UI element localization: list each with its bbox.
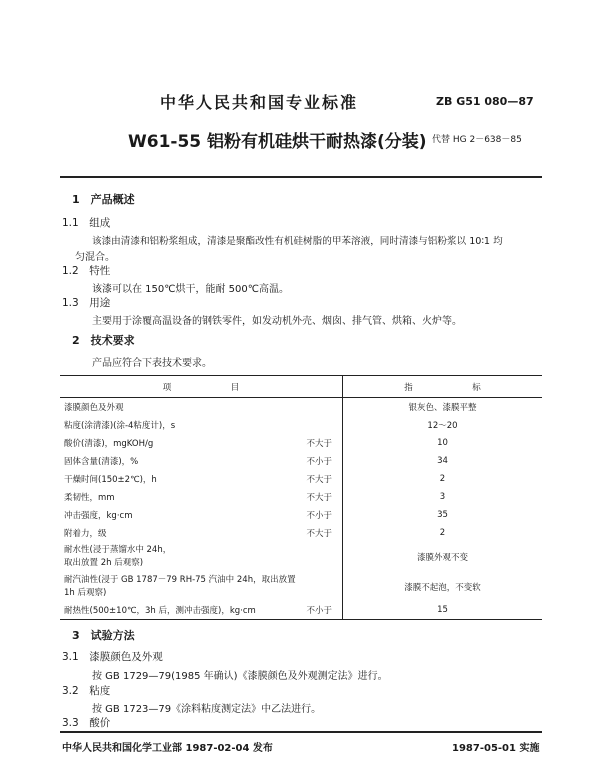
row-value: 漆膜外观不变 [343,542,543,572]
table-row [60,452,542,470]
row-qualifier: 不小于 [306,510,332,521]
technical-requirements-table [60,375,542,620]
row-qualifier: 不大于 [306,438,332,449]
section-3-1-heading: 3.1 漆膜颜色及外观 [62,651,163,663]
table-row [60,488,542,506]
section-1-1-text-line2: 匀混合。 [75,252,115,263]
footer-divider [60,731,542,733]
row-item: 耐热性(500±10℃，3h 后，测冲击强度)，kg·cm [64,606,256,617]
standard-code: ZB G51 080—87 [436,95,534,108]
row-value: 3 [343,488,543,506]
row-value: 15 [343,602,543,620]
section-1-heading: 1 产品概述 [72,193,135,206]
effective-date: 1987-05-01 实施 [452,743,540,754]
section-3-heading: 3 试验方法 [72,629,135,642]
table-row [60,524,542,542]
table-row [60,434,542,452]
row-item: 冲击强度，kg·cm [64,510,133,521]
section-1-2-text: 该漆可以在 150℃烘干，能耐 500℃高温。 [92,284,289,295]
section-3-3-heading: 3.3 酸价 [62,717,111,729]
section-2-intro: 产品应符合下表技术要求。 [92,358,212,369]
row-qualifier: 不大于 [306,474,332,485]
replaces-note: 代替 HG 2－638－85 [432,135,522,145]
section-1-1-text-line1: 该漆由清漆和铝粉浆组成，清漆是聚酯改性有机硅树脂的甲苯溶液，同时清漆与铝粉浆以 10∶1 均 [92,236,503,247]
row-qualifier: 不大于 [306,528,332,539]
section-3-2-heading: 3.2 粘度 [62,685,111,697]
row-qualifier: 不大于 [306,492,332,503]
row-value: 10 [343,434,543,452]
section-3-2-text: 按 GB 1723—79《涂料粘度测定法》中乙法进行。 [92,704,322,715]
section-1-3-text: 主要用于涂覆高温设备的钢铁零件，如发动机外壳、烟囱、排气管、烘箱、火炉等。 [92,316,462,327]
row-qualifier: 不小于 [306,456,332,467]
section-1-2-heading: 1.2 特性 [62,265,111,277]
row-item: 干燥时间(150±2℃)，h [64,474,157,485]
row-item: 漆膜颜色及外观 [64,402,124,413]
row-item: 柔韧性，mm [64,492,115,503]
column-header-index: 指 标 [343,376,543,398]
row-item: 粘度(涂清漆)(涂-4粘度计)，s [64,420,176,431]
national-standard-title: 中华人民共和国专业标准 [160,93,359,112]
table-row [60,398,542,416]
table-row [60,542,542,572]
section-2-heading: 2 技术要求 [72,334,135,347]
table-row [60,602,542,620]
row-item: 酸价(清漆)，mgKOH/g [64,438,154,449]
table-row [60,416,542,434]
table-header-row [60,376,542,398]
row-item: 耐汽油性(浸于 GB 1787－79 RH-75 汽油中 24h，取出放置 1h 后观察) [64,574,296,598]
row-value: 银灰色、漆膜平整 [343,398,543,416]
row-value: 2 [343,470,543,488]
row-item: 附着力，级 [64,528,107,539]
row-qualifier: 不小于 [306,606,332,617]
section-3-1-text: 按 GB 1729—79(1985 年确认)《漆膜颜色及外观测定法》进行。 [92,671,388,682]
table-row [60,470,542,488]
row-item: 固体含量(清漆)，% [64,456,139,467]
row-item: 耐水性(浸于蒸馏水中 24h， 取出放置 2h 后观察) [64,544,172,568]
table-row [60,506,542,524]
table-row [60,572,542,602]
header-divider [60,176,542,178]
row-value: 漆膜不起泡，不变软 [343,572,543,602]
document-title: W61-55 铝粉有机硅烘干耐热漆(分装) [128,132,427,152]
row-value: 12～20 [343,416,543,434]
section-1-1-heading: 1.1 组成 [62,217,111,229]
row-qualifier [278,398,343,416]
issuer-and-date: 中华人民共和国化学工业部 1987-02-04 发布 [62,743,273,754]
row-value: 2 [343,524,543,542]
column-header-item: 项 目 [162,382,240,393]
row-value: 34 [343,452,543,470]
row-qualifier [278,416,343,434]
section-1-3-heading: 1.3 用途 [62,297,111,309]
row-value: 35 [343,506,543,524]
